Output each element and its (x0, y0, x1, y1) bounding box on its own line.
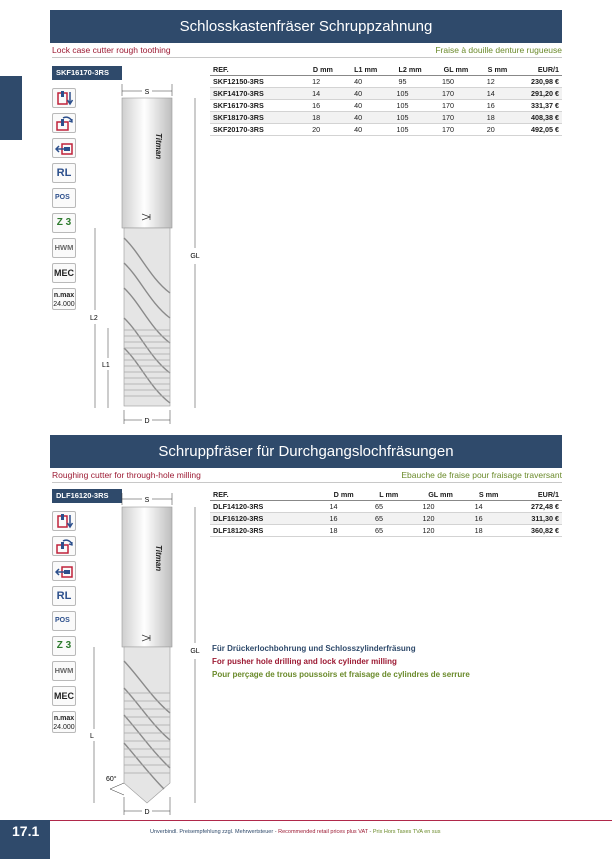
cell-s: 14 (456, 501, 502, 513)
rl-icon: RL (52, 586, 76, 606)
cell-s: 18 (471, 112, 510, 124)
col-s: S mm (471, 64, 510, 76)
cell-l1: 40 (336, 112, 380, 124)
col-l: L mm (357, 489, 402, 501)
cell-l2: 105 (380, 124, 424, 136)
z3-icon: Z 3 (52, 636, 76, 656)
cell-l: 65 (357, 513, 402, 525)
cell-ref: SKF18170-3RS (210, 112, 296, 124)
cell-ref: DLF16120-3RS (210, 513, 310, 525)
table-row (210, 501, 562, 513)
cell-d: 16 (296, 100, 336, 112)
side-cut-icon (52, 138, 76, 158)
rotate-icon (52, 113, 76, 133)
cell-price: 492,05 € (510, 124, 562, 136)
col-ref: REF. (210, 64, 296, 76)
cell-s: 14 (471, 88, 510, 100)
cell-ref: SKF12150-3RS (210, 76, 296, 88)
cell-gl: 120 (401, 501, 456, 513)
cell-l2: 95 (380, 76, 424, 88)
table-row (210, 76, 562, 88)
cell-price: 311,30 € (501, 513, 562, 525)
col-s: S mm (456, 489, 502, 501)
rotate-icon (52, 536, 76, 556)
page-footer (0, 820, 612, 859)
cell-ref: DLF14120-3RS (210, 501, 310, 513)
col-d: D mm (310, 489, 356, 501)
section-title: Schlosskastenfräser Schruppzahnung (50, 10, 562, 43)
section-title: Schruppfräser für Durchgangslochfräsungen (50, 435, 562, 468)
feature-icons (52, 511, 76, 738)
brand-logo: Titman (154, 133, 163, 160)
cell-ref: SKF16170-3RS (210, 100, 296, 112)
dim-l1-label: L1 (102, 362, 110, 369)
cell-l2: 105 (380, 100, 424, 112)
cell-price: 230,98 € (510, 76, 562, 88)
nmax-value: 24.000 (53, 724, 75, 731)
page-number: 17.1 (0, 820, 50, 859)
dim-l-label: L (90, 733, 94, 740)
cell-price: 360,82 € (501, 525, 562, 537)
cell-gl: 170 (425, 124, 472, 136)
col-gl: GL mm (401, 489, 456, 501)
cell-s: 18 (456, 525, 502, 537)
hwm-icon: HWM (52, 238, 76, 258)
cell-s: 20 (471, 124, 510, 136)
subtitle-en: Lock case cutter rough toothing (52, 45, 171, 55)
cell-d: 14 (310, 501, 356, 513)
dim-angle-label: 60° (106, 776, 117, 783)
cell-d: 14 (296, 88, 336, 100)
col-l2: L2 mm (380, 64, 424, 76)
drill-down-icon (52, 511, 76, 531)
footer-en: Recommended retail prices plus VAT (278, 829, 368, 835)
dim-d-label: D (144, 809, 150, 816)
pos-icon: POS (52, 611, 76, 631)
dim-gl-label: GL (190, 253, 200, 260)
feature-icons (52, 88, 76, 315)
cell-gl: 150 (425, 76, 472, 88)
col-l1: L1 mm (336, 64, 380, 76)
cell-l1: 40 (336, 100, 380, 112)
subtitle-row (52, 44, 562, 58)
nmax-label: n.max (53, 292, 75, 299)
nmax-label: n.max (53, 715, 75, 722)
cell-l1: 40 (336, 76, 380, 88)
table-header-row (210, 489, 562, 501)
cell-gl: 120 (401, 525, 456, 537)
cell-gl: 170 (425, 112, 472, 124)
cell-gl: 120 (401, 513, 456, 525)
z3-icon: Z 3 (52, 213, 76, 233)
cell-ref: SKF14170-3RS (210, 88, 296, 100)
cell-gl: 170 (425, 100, 472, 112)
dim-gl-label: GL (190, 648, 200, 655)
product-code: SKF16170-3RS (52, 66, 122, 80)
table-row (210, 112, 562, 124)
dim-d-label: D (144, 418, 150, 425)
cutter-drawing (80, 493, 210, 818)
cell-l2: 105 (380, 88, 424, 100)
cell-l: 65 (357, 501, 402, 513)
cell-price: 331,37 € (510, 100, 562, 112)
cell-d: 18 (310, 525, 356, 537)
note-fr: Pour perçage de trous poussoirs et fraisage de cylindres de serrure (212, 670, 470, 679)
cell-ref: DLF18120-3RS (210, 525, 310, 537)
cell-l: 65 (357, 525, 402, 537)
side-cut-icon (52, 561, 76, 581)
cell-price: 408,38 € (510, 112, 562, 124)
table-header-row (210, 64, 562, 76)
mec-icon: MEC (52, 686, 76, 706)
table-row (210, 100, 562, 112)
footer-de: Unverbindl. Preisempfehlung zzgl. Mehrwertsteuer (150, 829, 274, 835)
product-code: DLF16120-3RS (52, 489, 122, 503)
cell-l2: 105 (380, 112, 424, 124)
cell-d: 16 (310, 513, 356, 525)
footer-disclaimer: Unverbindl. Preisempfehlung zzgl. Mehrwertsteuer - Recommended retail prices plus VAT - Prix Hors Taxes TVA en sus (150, 829, 441, 835)
rl-icon: RL (52, 163, 76, 183)
cell-s: 12 (471, 76, 510, 88)
col-price: EUR/1 (501, 489, 562, 501)
cell-price: 291,20 € (510, 88, 562, 100)
col-ref: REF. (210, 489, 310, 501)
note-en: For pusher hole drilling and lock cylinder milling (212, 657, 397, 666)
dim-s-label: S (144, 497, 150, 504)
table-row (210, 124, 562, 136)
col-price: EUR/1 (510, 64, 562, 76)
cell-s: 16 (471, 100, 510, 112)
nmax-badge (52, 288, 76, 310)
hwm-icon: HWM (52, 661, 76, 681)
spec-table (210, 489, 562, 537)
table-row (210, 88, 562, 100)
cell-gl: 170 (425, 88, 472, 100)
table-row (210, 513, 562, 525)
brand-logo: Titman (154, 545, 163, 572)
section-roughing-cutter (0, 435, 612, 820)
col-gl: GL mm (425, 64, 472, 76)
footer-divider (50, 820, 612, 821)
spec-table (210, 64, 562, 136)
cutter-drawing (80, 78, 210, 428)
drill-down-icon (52, 88, 76, 108)
dim-l2-label: L2 (90, 315, 98, 322)
cell-d: 12 (296, 76, 336, 88)
cell-price: 272,48 € (501, 501, 562, 513)
nmax-badge (52, 711, 76, 733)
dim-s-label: S (144, 89, 150, 96)
cell-ref: SKF20170-3RS (210, 124, 296, 136)
cell-s: 16 (456, 513, 502, 525)
note-de: Für Drückerlochbohrung und Schlosszylinderfräsung (212, 644, 416, 653)
footer-fr: Prix Hors Taxes TVA en sus (372, 829, 441, 835)
table-row (210, 525, 562, 537)
cell-d: 20 (296, 124, 336, 136)
cell-l1: 40 (336, 88, 380, 100)
subtitle-row (52, 469, 562, 483)
usage-notes (212, 642, 470, 681)
col-d: D mm (296, 64, 336, 76)
subtitle-fr: Fraise à douille denture rugueuse (435, 45, 562, 55)
mec-icon: MEC (52, 263, 76, 283)
nmax-value: 24.000 (53, 301, 75, 308)
subtitle-fr: Ebauche de fraise pour fraisage traversant (401, 470, 562, 480)
cell-d: 18 (296, 112, 336, 124)
cell-l1: 40 (336, 124, 380, 136)
subtitle-en: Roughing cutter for through-hole milling (52, 470, 201, 480)
pos-icon: POS (52, 188, 76, 208)
